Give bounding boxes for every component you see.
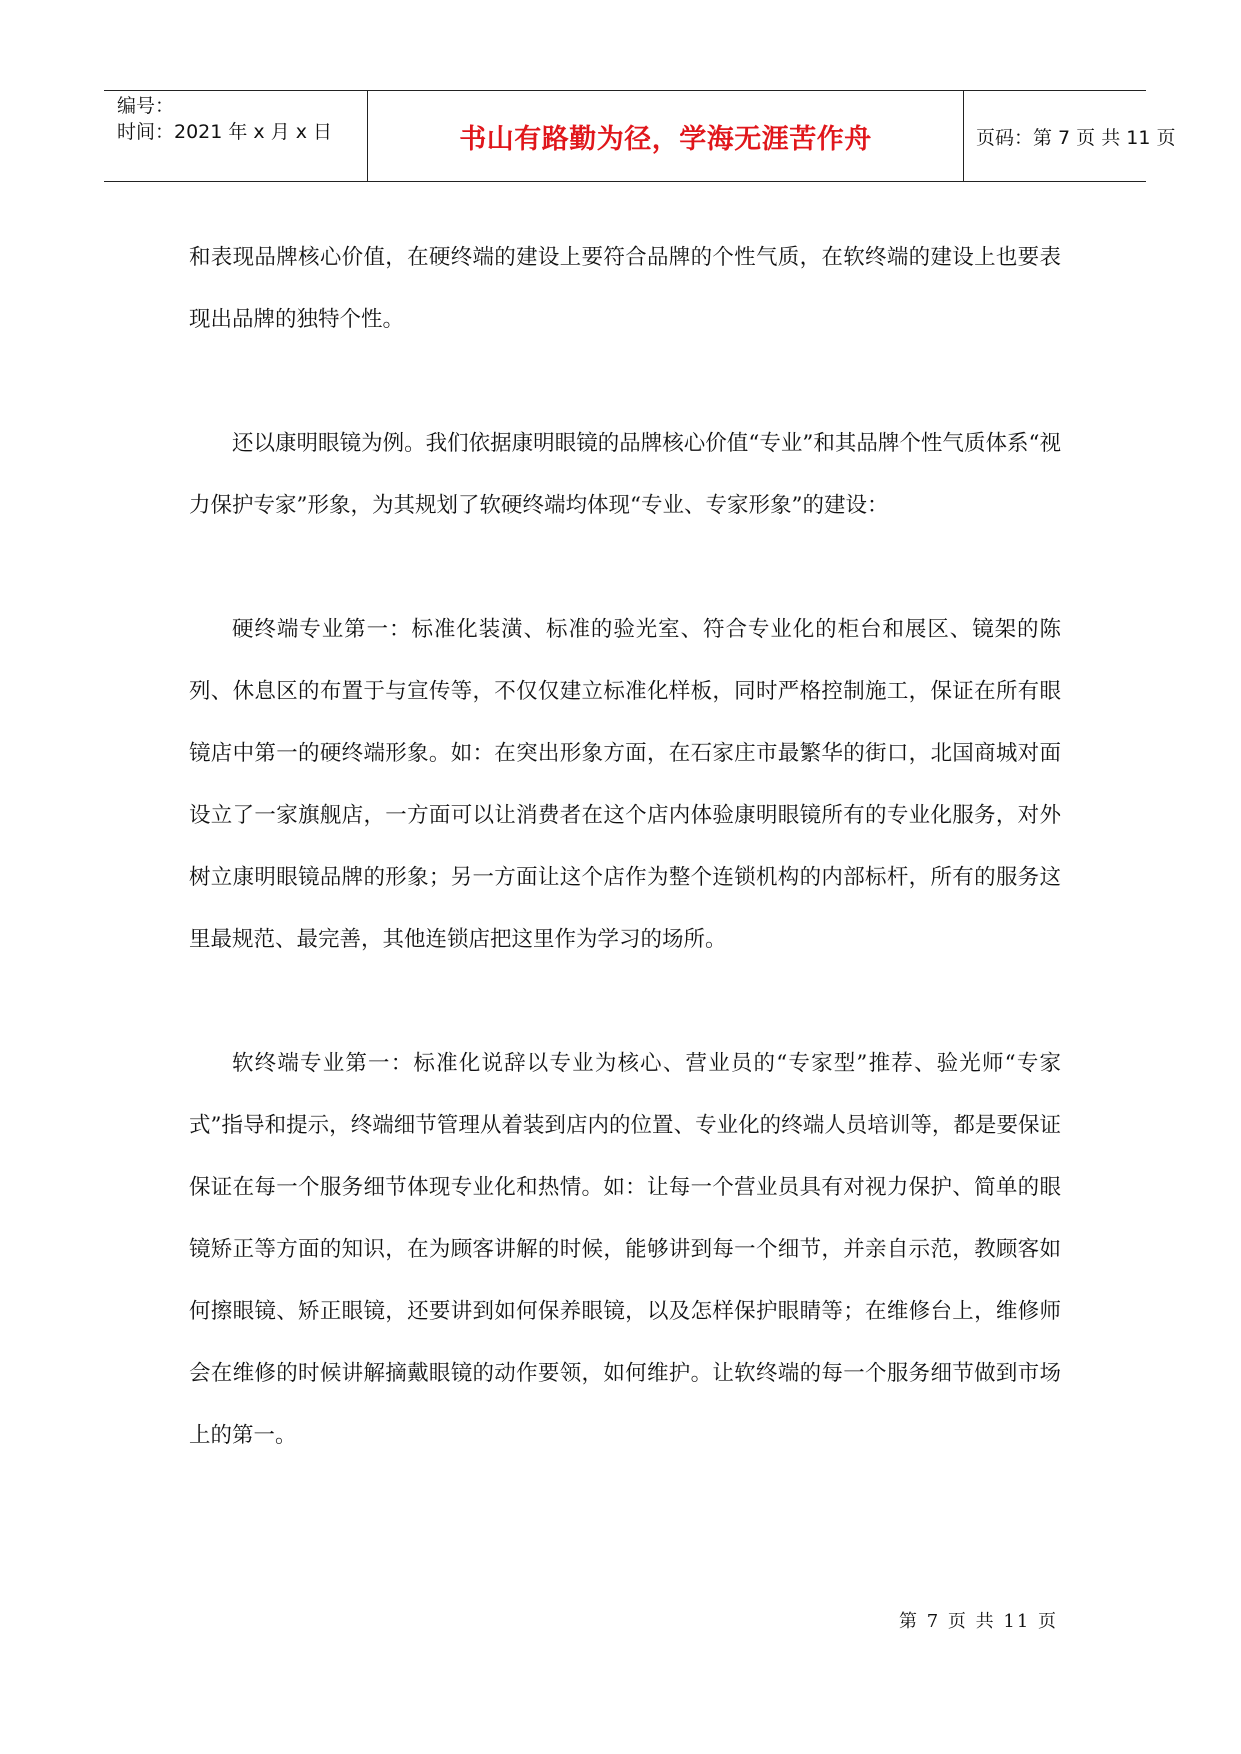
- header-meta: [104, 91, 368, 181]
- paragraph-3: 硬终端专业第一：标准化装潢、标准的验光室、符合专业化的柜台和展区、镜架的陈列、休息区的布置于与宣传等，不仅仅建立标准化样板，同时严格控制施工，保证在所有眼镜店中第一的硬终端形象。如：在突出形象方面，在石家庄市最繁华的街口，北国商城对面设立了一家旗舰店，一方面可以让消费者在这个店内体验康明眼镜所有的专业化服务，对外树立康明眼镜品牌的形象；另一方面让这个店作为整个连锁机构的内部标杆，所有的服务这里最规范、最完善，其他连锁店把这里作为学习的场所。: [189, 617, 1061, 952]
- header-motto: 书山有路勤为径，学海无涯苦作舟: [459, 123, 872, 155]
- document-body: [189, 227, 1061, 1467]
- paragraph-4: 软终端专业第一：标准化说辞以专业为核心、营业员的“专家型”推荐、验光师“专家式”指导和提示，终端细节管理从着装到店内的位置、专业化的终端人员培训等，都是要保证保证在每一个服务细节体现专业化和热情。如：让每一个营业员具有对视力保护、简单的眼镜矫正等方面的知识，在为顾客讲解的时候，能够讲到每一个细节，并亲自示范，教顾客如何擦眼镜、矫正眼镜，还要讲到如何保养眼镜，以及怎样保护眼睛等；在维修台上，维修师会在维修的时候讲解摘戴眼镜的动作要领，如何维护。让软终端的每一个服务细节做到市场上的第一。: [189, 1051, 1061, 1448]
- document-number-label: 编号：: [117, 95, 175, 117]
- document-time-label: 时间：2021 年 x 月 x 日: [117, 121, 333, 143]
- paragraph-spacer: [189, 971, 1061, 1033]
- paragraph-1: 和表现品牌核心价值，在硬终端的建设上要符合品牌的个性气质，在软终端的建设上也要表现出品牌的独特个性。: [189, 245, 1061, 332]
- paragraph-2: 还以康明眼镜为例。我们依据康明眼镜的品牌核心价值“专业”和其品牌个性气质体系“视力保护专家”形象，为其规划了软硬终端均体现“专业、专家形象”的建设：: [189, 431, 1061, 518]
- paragraph-spacer: [189, 351, 1061, 413]
- header-motto-cell: [368, 91, 964, 181]
- page-header: [104, 90, 1176, 182]
- page-footer: 第 7 页 共 11 页: [899, 1611, 1058, 1632]
- header-page-number: 页码：第 7 页 共 11 页: [976, 126, 1176, 149]
- paragraph-spacer: [189, 537, 1061, 599]
